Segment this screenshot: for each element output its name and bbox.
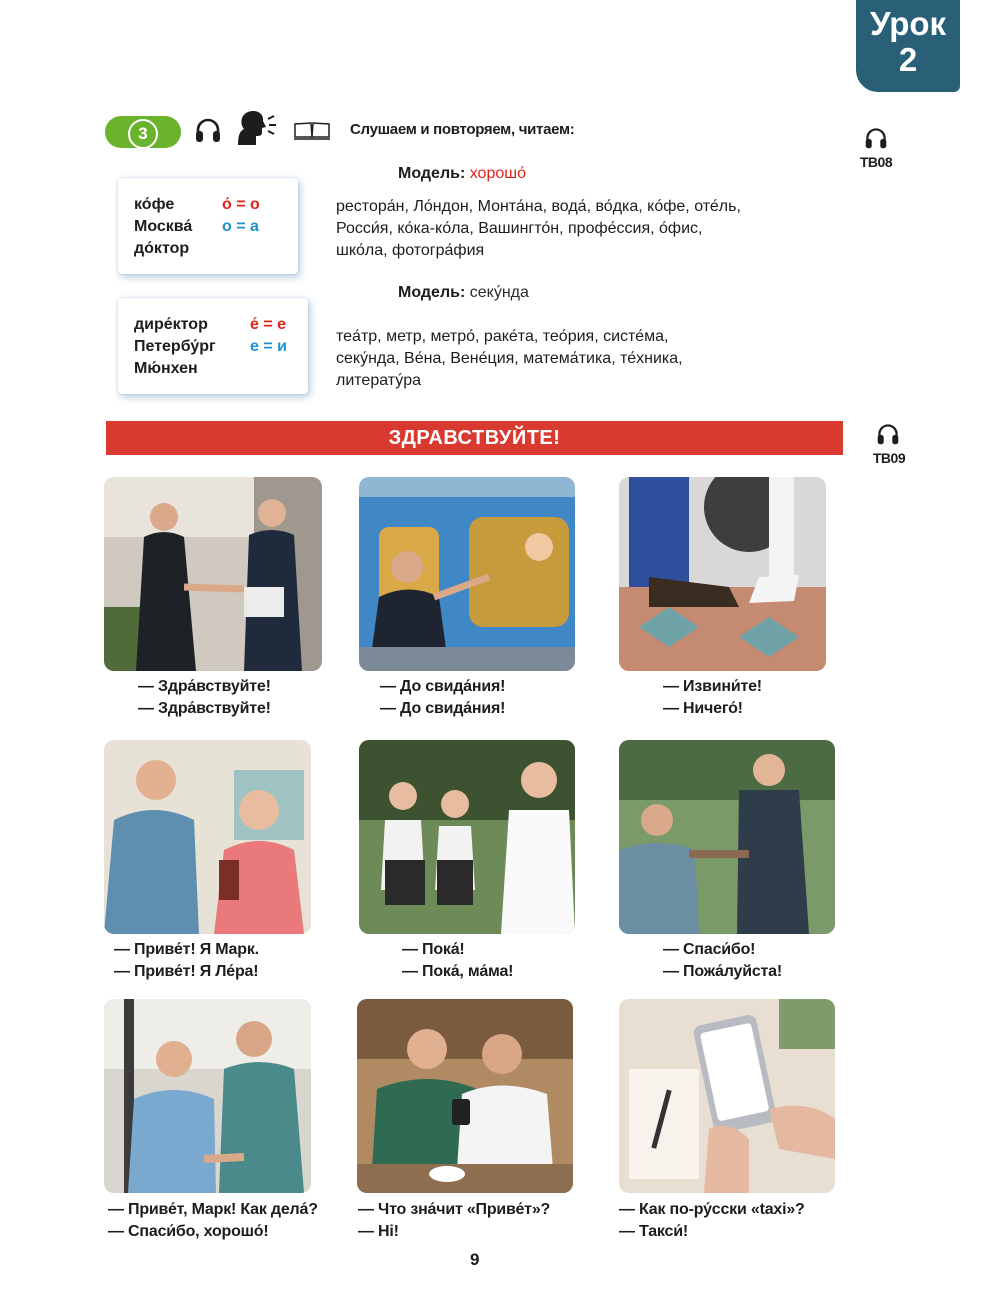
page-number: 9 [470, 1250, 480, 1269]
exercise-number: 3 [128, 119, 158, 149]
book-icon [292, 118, 332, 142]
model-2-card [118, 298, 308, 394]
word-line: теа́тр, метр, метро́, раке́та, тео́рия, систе́ма, [336, 328, 669, 345]
dialogue-line: — Приве́т! Я Ле́ра! [114, 963, 259, 980]
card-word: Мю́нхен [134, 360, 198, 377]
dialogue-line: — Hi! [358, 1223, 399, 1240]
card-word: ко́фе [134, 196, 175, 213]
word-line: шко́ла, фотогра́фия [336, 242, 485, 259]
word-line: Росси́я, ко́ка-ко́ла, Вашингто́н, профе́ссия, о́фис, [336, 220, 703, 237]
photo-friends-handshake [104, 999, 311, 1193]
lesson-number: 2 [898, 41, 918, 78]
model-1-label [398, 165, 526, 183]
card-rule: о́ = о [222, 196, 260, 213]
photo-friends-smartphone [357, 999, 573, 1193]
card-rule: е = и [250, 338, 287, 355]
photo-phone-translate [619, 999, 835, 1193]
word-line: секу́нда, Ве́на, Вене́ция, матема́тика, те́хника, [336, 350, 683, 367]
word-line: рестора́н, Ло́ндон, Монта́на, вода́, во́дка, ко́фе, оте́ль, [336, 198, 741, 215]
card-word: дире́ктор [134, 316, 208, 333]
track-label-tb09: ТВ09 [872, 450, 906, 466]
photo-stepping-on-foot [619, 477, 826, 671]
dialogue-line: — Пока́, ма́ма! [402, 963, 514, 980]
word-line: литерату́ра [336, 372, 422, 389]
model-2-value: секу́нда [469, 284, 529, 301]
section-banner: ЗДРАВСТВУЙТЕ! [106, 421, 843, 455]
model-1-card [118, 178, 298, 274]
card-word: Москва́ [134, 218, 193, 235]
dialogue-9 [619, 1199, 805, 1243]
dialogue-line: — Ничего́! [663, 700, 743, 717]
lesson-word: Урок [869, 5, 947, 42]
dialogue-line: — Такси́! [619, 1223, 688, 1240]
headphones-icon [193, 114, 223, 146]
photo-school-goodbye [359, 740, 575, 934]
model-1-card-words [134, 194, 192, 260]
model-1-words [336, 196, 741, 262]
dialogue-1 [138, 676, 271, 720]
track-label-tb08: ТВ08 [859, 154, 893, 170]
photo-students-greeting [104, 740, 311, 934]
dialogue-line: — Пока́! [402, 941, 465, 958]
dialogue-4 [114, 939, 259, 983]
card-word: Петербу́рг [134, 338, 216, 355]
dialogue-line: — Как по-ру́сски «taxi»? [619, 1201, 805, 1218]
dialogue-2 [380, 676, 505, 720]
photo-business-handshake [104, 477, 322, 671]
model-2-card-words [134, 314, 216, 380]
dialogue-line: — Приве́т, Марк! Как дела́? [108, 1201, 318, 1218]
model-1-card-rules [222, 194, 260, 238]
model-2-label-text: Модель: [398, 284, 466, 301]
card-rule: о = а [222, 218, 259, 235]
dialogue-line: — Спаси́бо! [663, 941, 756, 958]
speaking-icon [234, 108, 278, 148]
model-1-label-text: Модель: [398, 165, 466, 182]
photo-train-farewell [359, 477, 575, 671]
exercise-instruction: Слушаем и повторяем, читаем: [350, 121, 575, 138]
dialogue-line: — Пожа́луйста! [663, 963, 782, 980]
dialogue-line: — Что зна́чит «Приве́т»? [358, 1201, 551, 1218]
model-2-label [398, 284, 529, 302]
dialogue-6 [663, 939, 782, 983]
photo-cafe-waiter [619, 740, 835, 934]
track-headphones-icon [862, 124, 890, 152]
lesson-tab [856, 0, 960, 92]
dialogue-line: — Извини́те! [663, 678, 762, 695]
dialogue-5 [402, 939, 513, 983]
model-2-card-rules [250, 314, 287, 358]
dialogue-line: — Приве́т! Я Марк. [114, 941, 259, 958]
card-rule: е́ = е [250, 316, 287, 333]
model-1-value: хорошо́ [469, 165, 526, 182]
card-word: до́ктор [134, 240, 190, 257]
dialogue-8 [358, 1199, 550, 1243]
dialogue-line: — Здра́вствуйте! [138, 700, 271, 717]
dialogue-3 [663, 676, 762, 720]
model-2-words [336, 326, 683, 392]
dialogue-7 [108, 1199, 318, 1243]
dialogue-line: — До свида́ния! [380, 700, 506, 717]
dialogue-line: — Спаси́бо, хорошо́! [108, 1223, 269, 1240]
exercise-number-badge [105, 116, 181, 148]
track-headphones-icon [874, 420, 902, 448]
dialogue-line: — До свида́ния! [380, 678, 506, 695]
dialogue-line: — Здра́вствуйте! [138, 678, 271, 695]
